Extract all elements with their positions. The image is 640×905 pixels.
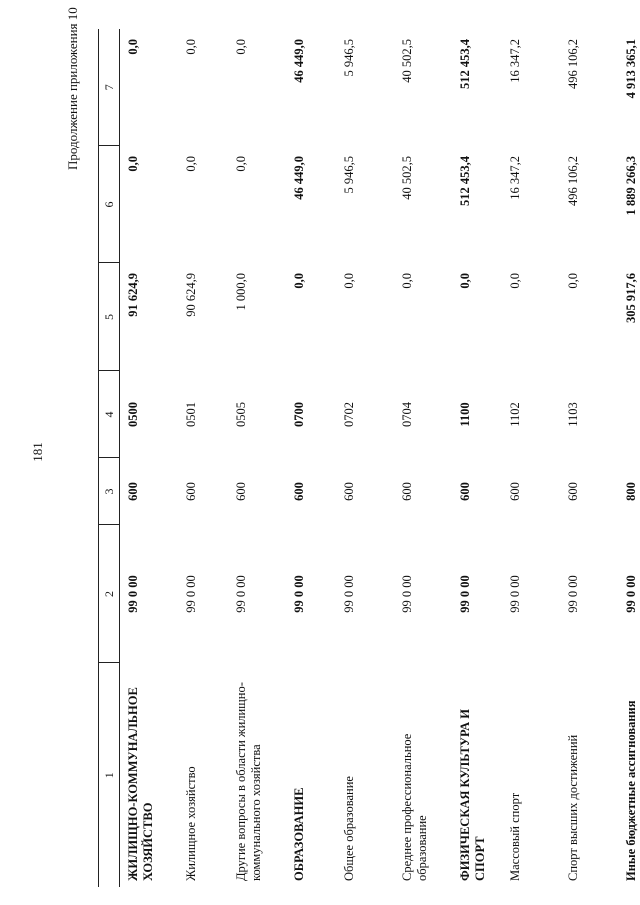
table-cell: 16 347,2 bbox=[508, 156, 522, 200]
table-cell: 600 bbox=[566, 482, 580, 501]
table-cell: 1 000,0 bbox=[234, 273, 248, 311]
table-row bbox=[452, 29, 502, 887]
table-cell: 600 bbox=[126, 482, 140, 501]
page-number: 181 bbox=[30, 442, 45, 462]
table-row bbox=[502, 29, 560, 887]
table-cell: 1100 bbox=[458, 402, 472, 427]
column-header: 2 bbox=[99, 525, 120, 663]
table-caption: Продолжение приложения 10 bbox=[65, 7, 80, 170]
table-cell: 600 bbox=[400, 482, 414, 501]
table-cell: 99 0 00 bbox=[458, 575, 472, 613]
table-cell: 600 bbox=[508, 482, 522, 501]
table-cell: 0700 bbox=[292, 402, 306, 427]
row-label: Общее образование bbox=[342, 776, 356, 881]
row-label: Другие вопросы в области жилищно-коммунального хозяйства bbox=[234, 682, 263, 881]
table-cell: 600 bbox=[234, 482, 248, 501]
table-row bbox=[228, 29, 286, 887]
table-row bbox=[178, 29, 228, 887]
table-cell: 99 0 00 bbox=[184, 575, 198, 613]
table-cell: 0505 bbox=[234, 402, 248, 427]
column-header: 6 bbox=[99, 146, 120, 263]
table-cell: 99 0 00 bbox=[566, 575, 580, 613]
table-cell bbox=[618, 371, 640, 458]
table-cell: 5 946,5 bbox=[342, 39, 356, 77]
table-cell: 800 bbox=[624, 482, 638, 501]
row-label: Спорт высших достижений bbox=[566, 734, 580, 881]
table-cell: 4 913 365,1 bbox=[624, 39, 638, 99]
row-label: ОБРАЗОВАНИЕ bbox=[292, 787, 306, 881]
row-label: ФИЗИЧЕСКАЯ КУЛЬТУРА И СПОРТ bbox=[458, 709, 487, 881]
column-header: 1 bbox=[99, 663, 120, 887]
table-row bbox=[286, 29, 336, 887]
table-cell: 0,0 bbox=[458, 273, 472, 289]
table-cell: 305 917,6 bbox=[624, 273, 638, 323]
table-cell: 0,0 bbox=[126, 156, 140, 172]
table-cell: 512 453,4 bbox=[458, 39, 472, 89]
table-cell: 40 502,5 bbox=[400, 39, 414, 83]
table-cell: 1 889 266,3 bbox=[624, 156, 638, 216]
table-cell: 90 624,9 bbox=[184, 273, 198, 317]
table-cell: 16 347,2 bbox=[508, 39, 522, 83]
table-cell: 0702 bbox=[342, 402, 356, 427]
table-cell: 99 0 00 bbox=[624, 575, 638, 613]
table-cell: 496 106,2 bbox=[566, 156, 580, 206]
table-cell: 0,0 bbox=[566, 273, 580, 289]
table-cell: 99 0 00 bbox=[126, 575, 140, 613]
table-cell: 512 453,4 bbox=[458, 156, 472, 206]
table-cell: 600 bbox=[184, 482, 198, 501]
column-header: 5 bbox=[99, 263, 120, 371]
table-row bbox=[560, 29, 618, 887]
table-cell: 99 0 00 bbox=[508, 575, 522, 613]
table-cell: 5 946,5 bbox=[342, 156, 356, 194]
table-cell: 496 106,2 bbox=[566, 39, 580, 89]
table-cell: 46 449,0 bbox=[292, 156, 306, 200]
table-cell: 91 624,9 bbox=[126, 273, 140, 317]
table-cell: 0,0 bbox=[184, 156, 198, 172]
table-row bbox=[336, 29, 394, 887]
table-row bbox=[120, 29, 179, 887]
table-cell: 99 0 00 bbox=[292, 575, 306, 613]
table-cell: 0704 bbox=[400, 402, 414, 427]
table-cell: 0,0 bbox=[342, 273, 356, 289]
column-header: 3 bbox=[99, 458, 120, 525]
row-label: Массовый спорт bbox=[508, 792, 522, 881]
table-cell: 0,0 bbox=[292, 273, 306, 289]
table-cell: 1103 bbox=[566, 402, 580, 427]
table-cell: 0,0 bbox=[400, 273, 414, 289]
table-cell: 0501 bbox=[184, 402, 198, 427]
table-cell: 1102 bbox=[508, 402, 522, 427]
table-cell: 46 449,0 bbox=[292, 39, 306, 83]
table-cell: 99 0 00 bbox=[342, 575, 356, 613]
table-cell: 0500 bbox=[126, 402, 140, 427]
table-cell: 600 bbox=[292, 482, 306, 501]
table-row bbox=[394, 29, 452, 887]
table-cell: 600 bbox=[342, 482, 356, 501]
table-row bbox=[618, 29, 640, 887]
column-header: 7 bbox=[99, 29, 120, 146]
table-cell: 0,0 bbox=[234, 39, 248, 55]
row-label: Жилищное хозяйство bbox=[184, 766, 198, 881]
table-cell: 600 bbox=[458, 482, 472, 501]
table-cell: 0,0 bbox=[184, 39, 198, 55]
row-label: Иные бюджетные ассигнования bbox=[624, 700, 638, 881]
table-cell: 99 0 00 bbox=[234, 575, 248, 613]
column-number-row bbox=[99, 29, 120, 887]
table-cell: 99 0 00 bbox=[400, 575, 414, 613]
column-header: 4 bbox=[99, 371, 120, 458]
table-cell: 40 502,5 bbox=[400, 156, 414, 200]
table-cell: 0,0 bbox=[508, 273, 522, 289]
row-label: ЖИЛИЩНО-КОММУНАЛЬНОЕ ХОЗЯЙСТВО bbox=[126, 687, 155, 881]
table-cell: 0,0 bbox=[126, 39, 140, 55]
budget-table bbox=[98, 29, 640, 887]
row-label: Среднее профессиональное образование bbox=[400, 733, 429, 881]
table-cell: 0,0 bbox=[234, 156, 248, 172]
